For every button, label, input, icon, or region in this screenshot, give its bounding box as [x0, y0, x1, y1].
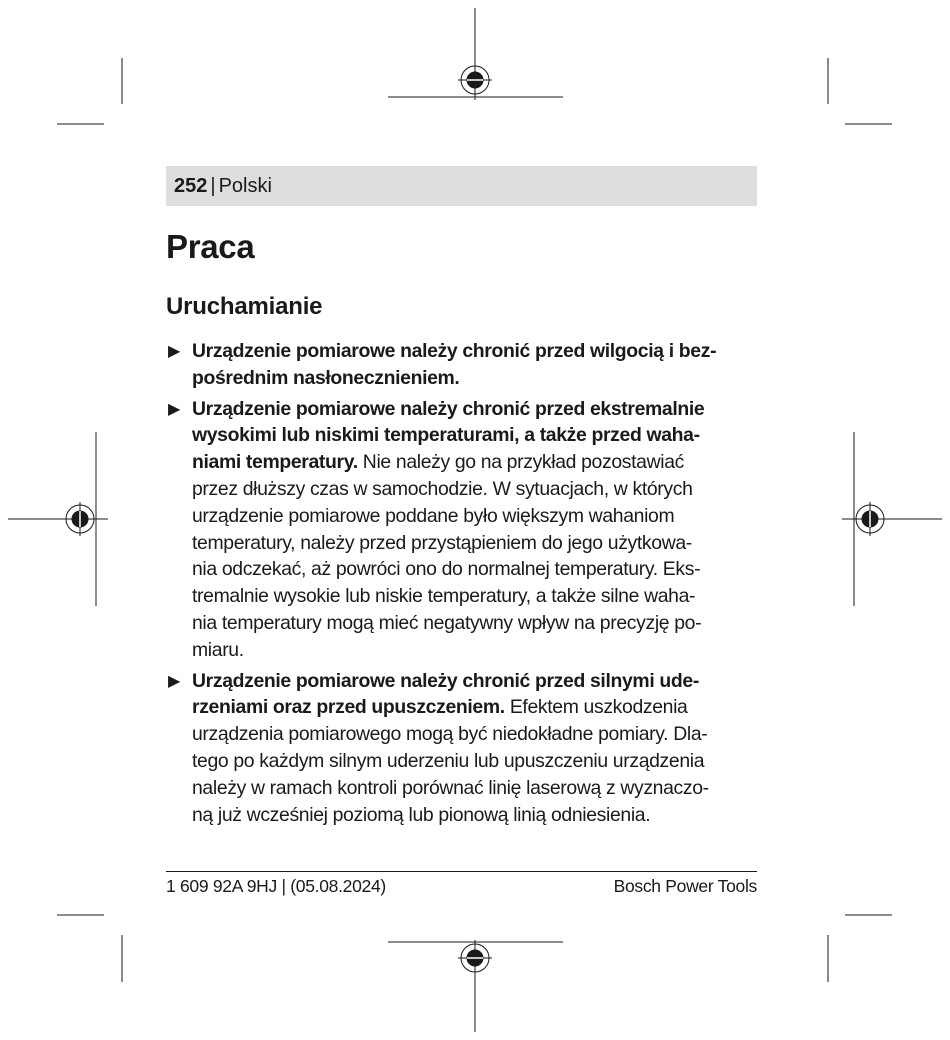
- bullet-line: [192, 422, 761, 449]
- triangle-right-icon: ▶: [168, 672, 180, 690]
- bullet-line: [192, 583, 761, 610]
- bullet-line: [192, 775, 761, 802]
- crosshair-registration-icon: [388, 940, 563, 1032]
- triangle-right-icon: ▶: [168, 343, 180, 360]
- bullet-text: Efektem uszkodzenia: [504, 696, 688, 719]
- footer-brand: Bosch Power Tools: [613, 876, 757, 896]
- bullet-line: [192, 338, 761, 365]
- bullet-line: [192, 721, 761, 748]
- bullet-line: [192, 802, 761, 829]
- section-title: Praca: [166, 228, 255, 265]
- bullet-line: [192, 365, 761, 392]
- footer-doc-number: 1 609 92A 9HJ | (05.08.2024): [166, 876, 386, 896]
- bullet-text: ną już wcześniej poziomą lub pionową linią odniesienia.: [192, 803, 651, 826]
- bullet-text: tremalnie wysokie lub niskie temperatury, a także silne waha-: [192, 585, 696, 608]
- bullet-bold-text: Urządzenie pomiarowe należy chronić przed ekstremalnie: [192, 397, 705, 420]
- bullet-bold-text: Urządzenie pomiarowe należy chronić przed silnymi ude-: [192, 669, 699, 692]
- bullet-text: przez dłuższy czas w samochodzie. W sytuacjach, w których: [192, 477, 693, 500]
- bullet-bold-text: wysokimi lub niskimi temperaturami, a także przed waha-: [192, 424, 700, 447]
- header-language: Polski: [218, 174, 272, 197]
- bullet-item: [166, 338, 761, 392]
- page-header: [166, 166, 757, 206]
- bullet-item: [166, 668, 761, 829]
- bullet-text: Nie należy go na przykład pozostawiać: [357, 451, 684, 474]
- bullet-text: urządzenie pomiarowe poddane było większym wahaniom: [192, 504, 675, 527]
- bullet-bold-text: niami temperatury.: [192, 451, 358, 474]
- bullet-bold-text: rzeniami oraz przed upuszczeniem.: [192, 696, 505, 719]
- bullet-line: [192, 530, 761, 557]
- bullet-line: [192, 556, 761, 583]
- bullet-line: [192, 694, 761, 721]
- bullet-text: należy w ramach kontroli porównać linię laserową z wyznaczo-: [192, 776, 709, 799]
- bullet-line: [192, 476, 761, 503]
- footer-rule: [166, 871, 757, 872]
- crosshair-registration-icon: [8, 432, 108, 606]
- bullet-text: miaru.: [192, 638, 244, 661]
- bullet-text: nia odczekać, aż powróci ono do normalnej temperatury. Eks-: [192, 558, 701, 581]
- bullet-list: [166, 338, 761, 832]
- bullet-text: temperatury, należy przed przystąpieniem do jego użytkowa-: [192, 531, 692, 554]
- subsection-title: Uruchamianie: [166, 293, 323, 320]
- bullet-bold-text: pośrednim nasłonecznieniem.: [192, 366, 460, 389]
- bullet-bold-text: Urządzenie pomiarowe należy chronić przed wilgocią i bez-: [192, 340, 717, 362]
- bullet-text: nia temperatury mogą mieć negatywny wpływ na precyzję po-: [192, 611, 702, 634]
- bullet-line: [192, 748, 761, 775]
- header-separator: |: [210, 174, 216, 197]
- bullet-line: [192, 610, 761, 637]
- page-number: 252: [174, 174, 208, 197]
- triangle-right-icon: ▶: [168, 400, 180, 418]
- crosshair-registration-icon: [388, 8, 563, 100]
- bullet-line: [192, 668, 761, 695]
- bullet-line: [192, 396, 761, 423]
- bullet-item: [166, 396, 761, 664]
- bullet-line: [192, 637, 761, 664]
- bullet-text: tego po każdym silnym uderzeniu lub upuszczeniu urządzenia: [192, 749, 705, 772]
- crosshair-registration-icon: [842, 432, 942, 606]
- bullet-line: [192, 449, 761, 476]
- bullet-text: urządzenia pomiarowego mogą być niedokładne pomiary. Dla-: [192, 723, 708, 746]
- bullet-line: [192, 503, 761, 530]
